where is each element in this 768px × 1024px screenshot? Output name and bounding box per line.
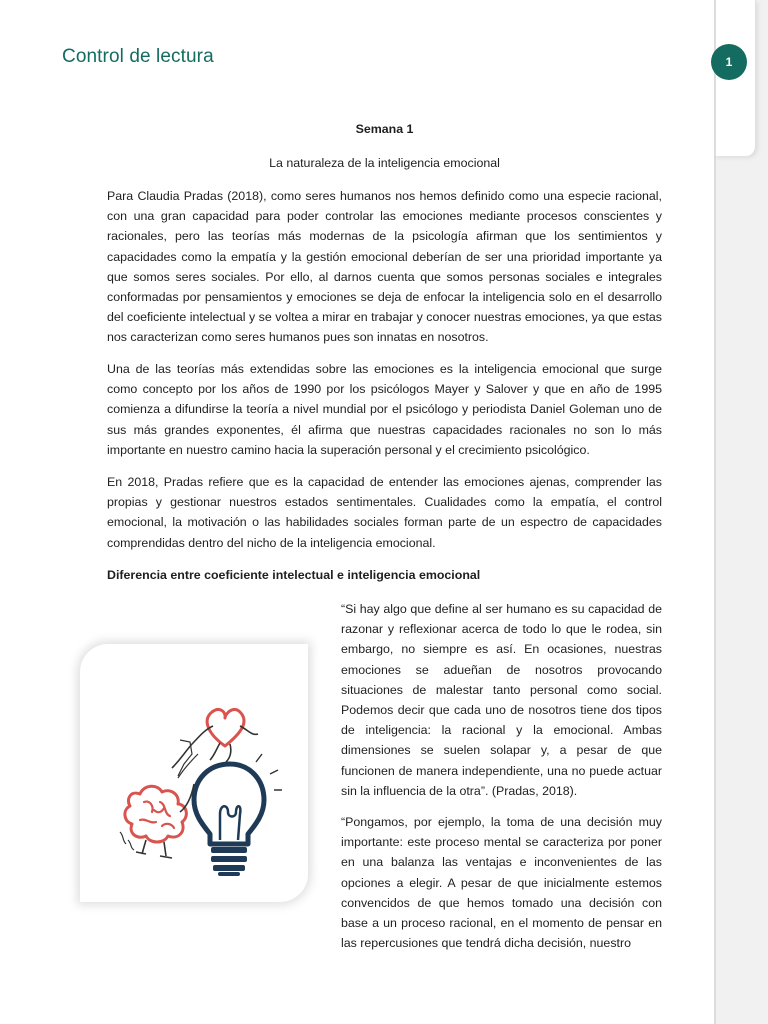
heart-icon <box>207 710 244 746</box>
section-heading: Diferencia entre coeficiente intelectual e inteligencia emocional <box>107 568 481 582</box>
paragraph: Para Claudia Pradas (2018), como seres humanos nos hemos definido como una especie racional, con una gran capacidad para poder controlar las emociones mediante procesos conscientes y racionales, pero las teorías más modernas de la psicología afirman que los sentimientos y capacidades como la empatía y la gestión emocional deberían de ser una prioridad importante ya que somos seres sociales. Por ello, al darnos cuenta que somos personas sociales e integrales conformadas por pensamientos y emociones se deja de enfocar la inteligencia solo en el desarrollo del coeficiente intelectual y se voltea a mirar en trabajar y conocer nuestras emociones, ya que estas nos caracterizan como seres humanos pues son innatas en nosotros. <box>107 189 662 345</box>
paragraph: En 2018, Pradas refiere que es la capacidad de entender las emociones ajenas, comprender las propias y gestionar nuestros estados sentimentales. Cualidades como la empatía, el control emocional, la motivación o las habilidades sociales forman parte de un espectro de capacidades comprendidas dentro del nicho de la inteligencia emocional. <box>107 475 662 550</box>
week-heading: Semana 1 <box>355 122 414 136</box>
paragraph: Una de las teorías más extendidas sobre las emociones es la inteligencia emocional que surge como concepto por los años de 1990 por los psicólogos Mayer y Salover y que en año de 1995 comienza a difundirse la teoría a nivel mundial por el psicólogo y periodista Daniel Goleman uno de sus más grandes exponentes, él afirma que nuestras capacidades racionales no son lo más importante en nuestro camino hacia la superación personal y el crecimiento psicológico. <box>107 362 662 457</box>
document-title: Control de lectura <box>62 46 214 67</box>
brain-heart-lightbulb-icon <box>80 644 308 902</box>
lightbulb-icon <box>194 764 264 874</box>
section-title: La naturaleza de la inteligencia emocional <box>269 156 500 170</box>
quote-paragraph-2: “Pongamos, por ejemplo, la toma de una decisión muy importante: este proceso mental se caracteriza por poner en una balanza las ventajas e inconvenientes de las opciones a elegir. A pesar de que inicialmente estemos convencidos de que hemos tomado una decisión con base a un proceso racional, en el momento de pensar en las repercusiones que tendrá dicha decisión, nuestro <box>341 815 662 951</box>
page-number-badge: 1 <box>711 44 747 80</box>
brain-icon <box>125 784 194 858</box>
illustration-frame <box>80 644 308 902</box>
quote-text-1: “Si hay algo que define al ser humano es su capacidad de razonar y reflexionar acerca de todo lo que le rodea, sin embargo, no siempre es así. En ocasiones, nuestras emociones se adueñan de nosotros provocando situaciones de malestar tanto personal como social. Podemos decir que cada uno de nosotros tiene dos tipos de inteligencia: la racional y la emocional. Ambas dimensiones se suelen solapar y, a pesar de que funcionen de manera independiente, una no puede actuar sin la influencia de la otra”. (Pradas, 2018). <box>341 602 662 798</box>
